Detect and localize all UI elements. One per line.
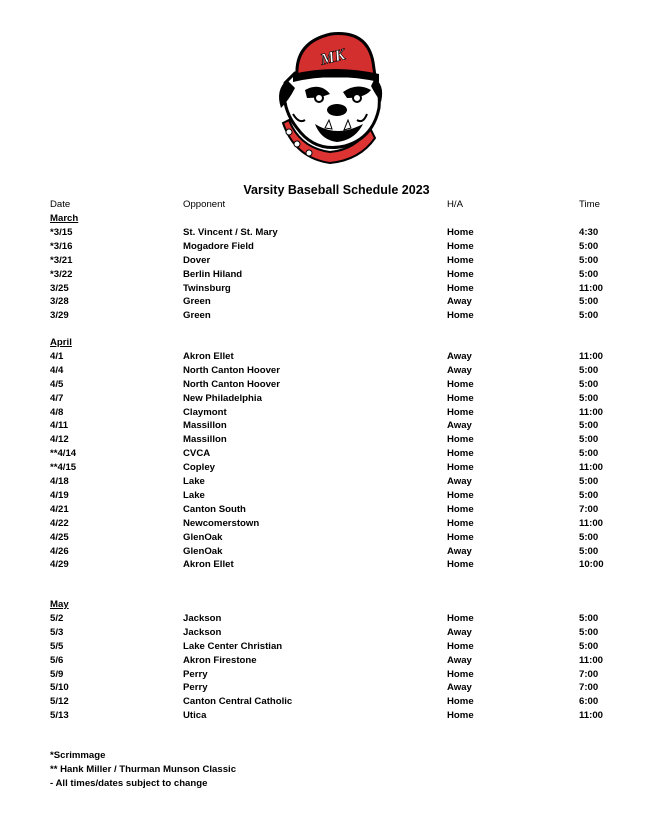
cell-date: 4/29 (50, 559, 69, 571)
cell-time: 11:00 (579, 517, 604, 529)
cell-date: 4/22 (50, 517, 69, 529)
cell-opponent: Utica (183, 710, 207, 722)
cell-ha: Home (447, 531, 474, 543)
table-row (0, 309, 655, 323)
cell-time: 5:00 (579, 640, 599, 652)
cell-opponent: North Canton Hoover (183, 378, 281, 390)
footnote: - All times/dates subject to change (50, 778, 208, 789)
cell-date: 4/25 (50, 531, 69, 543)
cell-ha: Home (447, 406, 474, 418)
cell-opponent: CVCA (183, 448, 211, 460)
cell-opponent: Massillon (183, 434, 227, 446)
cell-opponent: Newcomerstown (183, 517, 260, 529)
table-row (0, 681, 655, 695)
cell-ha: Home (447, 268, 474, 280)
cell-opponent: Lake (183, 476, 205, 487)
cell-time: 11:00 (579, 350, 604, 362)
month-heading: May (50, 599, 69, 610)
table-row (0, 489, 655, 503)
table-row (0, 433, 655, 447)
header-date: Date (50, 199, 71, 210)
cell-ha: Away (447, 364, 472, 376)
table-row (0, 461, 655, 475)
cell-opponent: Lake (183, 489, 205, 501)
cell-date: 5/10 (50, 682, 69, 694)
cell-opponent: Akron Ellet (183, 559, 234, 571)
cell-time: 6:00 (579, 696, 599, 708)
cell-ha: Away (447, 545, 472, 557)
cell-time: 5:00 (579, 531, 599, 543)
cell-time: 5:00 (579, 420, 599, 432)
cell-time: 5:00 (579, 364, 599, 376)
cell-date: 3/25 (50, 282, 69, 294)
cell-ha: Home (447, 240, 474, 252)
table-row (0, 378, 655, 392)
cell-time: 5:00 (579, 296, 599, 308)
header-time: Time (579, 199, 600, 210)
cell-ha: Home (447, 696, 474, 708)
cell-date: *3/21 (50, 254, 73, 266)
cell-time: 5:00 (579, 254, 599, 266)
cell-date: 5/9 (50, 668, 64, 680)
cell-opponent: Green (183, 296, 211, 308)
month-heading: March (50, 213, 79, 224)
cell-ha: Home (447, 434, 474, 446)
cell-date: 4/5 (50, 378, 64, 390)
cell-time: 5:00 (579, 310, 599, 322)
header-ha: H/A (447, 199, 463, 210)
table-row (0, 517, 655, 531)
cell-time: 5:00 (579, 434, 599, 446)
cell-opponent: GlenOak (183, 531, 223, 543)
cell-opponent: Mogadore Field (183, 240, 254, 252)
cell-date: 4/18 (50, 476, 69, 487)
cell-opponent: Canton South (183, 503, 246, 515)
cell-opponent: Akron Firestone (183, 654, 257, 666)
cell-opponent: Twinsburg (183, 282, 231, 294)
cell-ha: Home (447, 503, 474, 515)
cell-time: 11:00 (579, 462, 604, 474)
header-opponent: Opponent (183, 199, 226, 210)
cell-time: 11:00 (579, 654, 604, 666)
table-row (0, 392, 655, 406)
cell-time: 5:00 (579, 448, 599, 460)
table-row (0, 350, 655, 364)
cell-date: 4/19 (50, 489, 69, 501)
cell-opponent: Claymont (183, 406, 227, 418)
cell-time: 5:00 (579, 545, 599, 557)
cell-date: 4/11 (50, 420, 69, 432)
table-row (0, 709, 655, 723)
cell-time: 5:00 (579, 392, 599, 404)
cell-opponent: Lake Center Christian (183, 640, 283, 652)
table-row (0, 626, 655, 640)
cell-ha: Home (447, 392, 474, 404)
cell-ha: Away (447, 626, 472, 638)
cell-date: 5/13 (50, 710, 69, 722)
cell-opponent: Dover (183, 254, 211, 266)
cell-ha: Home (447, 489, 474, 501)
cell-date: 3/29 (50, 310, 69, 322)
cell-time: 5:00 (579, 612, 599, 624)
cell-ha: Home (447, 710, 474, 722)
cell-opponent: Akron Ellet (183, 350, 234, 362)
cell-time: 11:00 (579, 406, 604, 418)
footnote: ** Hank Miller / Thurman Munson Classic (50, 764, 237, 775)
cell-ha: Home (447, 517, 474, 529)
cell-ha: Away (447, 682, 472, 694)
cell-time: 5:00 (579, 489, 599, 501)
cell-opponent: St. Vincent / St. Mary (183, 226, 278, 238)
table-header (0, 198, 655, 212)
cell-date: 4/7 (50, 392, 64, 404)
table-row (0, 364, 655, 378)
cell-time: 10:00 (579, 559, 604, 571)
cell-time: 11:00 (579, 710, 604, 722)
cell-date: **4/15 (50, 462, 77, 474)
cell-opponent: GlenOak (183, 545, 223, 557)
cell-ha: Away (447, 476, 472, 487)
cell-opponent: Perry (183, 682, 208, 694)
table-row (0, 268, 655, 282)
cell-ha: Away (447, 350, 472, 362)
cell-opponent: Jackson (183, 626, 222, 638)
table-row (0, 640, 655, 654)
cell-time: 7:00 (579, 503, 599, 515)
cell-ha: Home (447, 448, 474, 460)
bulldog-logo-icon (275, 28, 385, 168)
table-row (0, 654, 655, 668)
cell-ha: Home (447, 226, 474, 238)
cell-opponent: Perry (183, 668, 208, 680)
month-heading: April (50, 337, 72, 348)
table-row (0, 558, 655, 572)
cell-ha: Home (447, 462, 474, 474)
cell-date: 4/1 (50, 350, 64, 362)
table-row (0, 240, 655, 254)
cell-ha: Home (447, 612, 474, 624)
table-row (0, 406, 655, 420)
footnote: *Scrimmage (50, 750, 106, 761)
table-row (0, 612, 655, 626)
cell-time: 7:00 (579, 682, 599, 694)
cell-opponent: Massillon (183, 420, 227, 432)
cell-ha: Home (447, 310, 474, 322)
cell-time: 7:00 (579, 668, 599, 680)
cell-opponent: Copley (183, 462, 215, 474)
cell-date: 5/6 (50, 654, 64, 666)
cell-opponent: North Canton Hoover (183, 364, 281, 376)
cell-time: 5:00 (579, 268, 599, 280)
table-row (0, 475, 655, 489)
cell-opponent: Jackson (183, 612, 222, 624)
cell-opponent: Green (183, 310, 211, 322)
cell-date: 4/4 (50, 364, 64, 376)
cell-opponent: Berlin Hiland (183, 268, 243, 280)
cell-date: 5/3 (50, 626, 64, 638)
cell-ha: Home (447, 668, 474, 680)
cell-date: 4/8 (50, 406, 64, 418)
cell-ha: Home (447, 282, 474, 294)
table-row (0, 254, 655, 268)
cell-date: 4/26 (50, 545, 69, 557)
table-row (0, 531, 655, 545)
table-row (0, 668, 655, 682)
page-title: Varsity Baseball Schedule 2023 (243, 183, 430, 197)
cell-date: *3/22 (50, 268, 73, 280)
table-row (0, 295, 655, 309)
table-row (0, 226, 655, 240)
cell-date: *3/16 (50, 240, 73, 252)
cell-ha: Home (447, 378, 474, 390)
cell-time: 4:30 (579, 226, 599, 238)
cell-time: 5:00 (579, 378, 599, 390)
cell-time: 11:00 (579, 282, 604, 294)
table-row (0, 545, 655, 559)
cell-ha: Home (447, 254, 474, 266)
svg-text:MK: MK (318, 46, 348, 69)
cell-date: 5/12 (50, 696, 69, 708)
cell-ha: Away (447, 296, 472, 308)
cell-ha: Away (447, 654, 472, 666)
table-row (0, 503, 655, 517)
table-row (0, 447, 655, 461)
cell-time: 5:00 (579, 240, 599, 252)
cell-date: 4/12 (50, 434, 69, 446)
table-row (0, 282, 655, 296)
cell-date: 3/28 (50, 296, 69, 308)
cell-date: 4/21 (50, 503, 69, 515)
cell-ha: Home (447, 559, 474, 571)
cell-ha: Away (447, 420, 472, 432)
table-row (0, 419, 655, 433)
cell-time: 5:00 (579, 476, 599, 487)
cell-ha: Home (447, 640, 474, 652)
cell-opponent: Canton Central Catholic (183, 696, 293, 708)
cell-date: **4/14 (50, 448, 77, 460)
cell-date: *3/15 (50, 226, 73, 238)
table-row (0, 695, 655, 709)
cell-time: 5:00 (579, 626, 599, 638)
cell-opponent: New Philadelphia (183, 392, 262, 404)
cell-date: 5/5 (50, 640, 64, 652)
cell-date: 5/2 (50, 612, 64, 624)
